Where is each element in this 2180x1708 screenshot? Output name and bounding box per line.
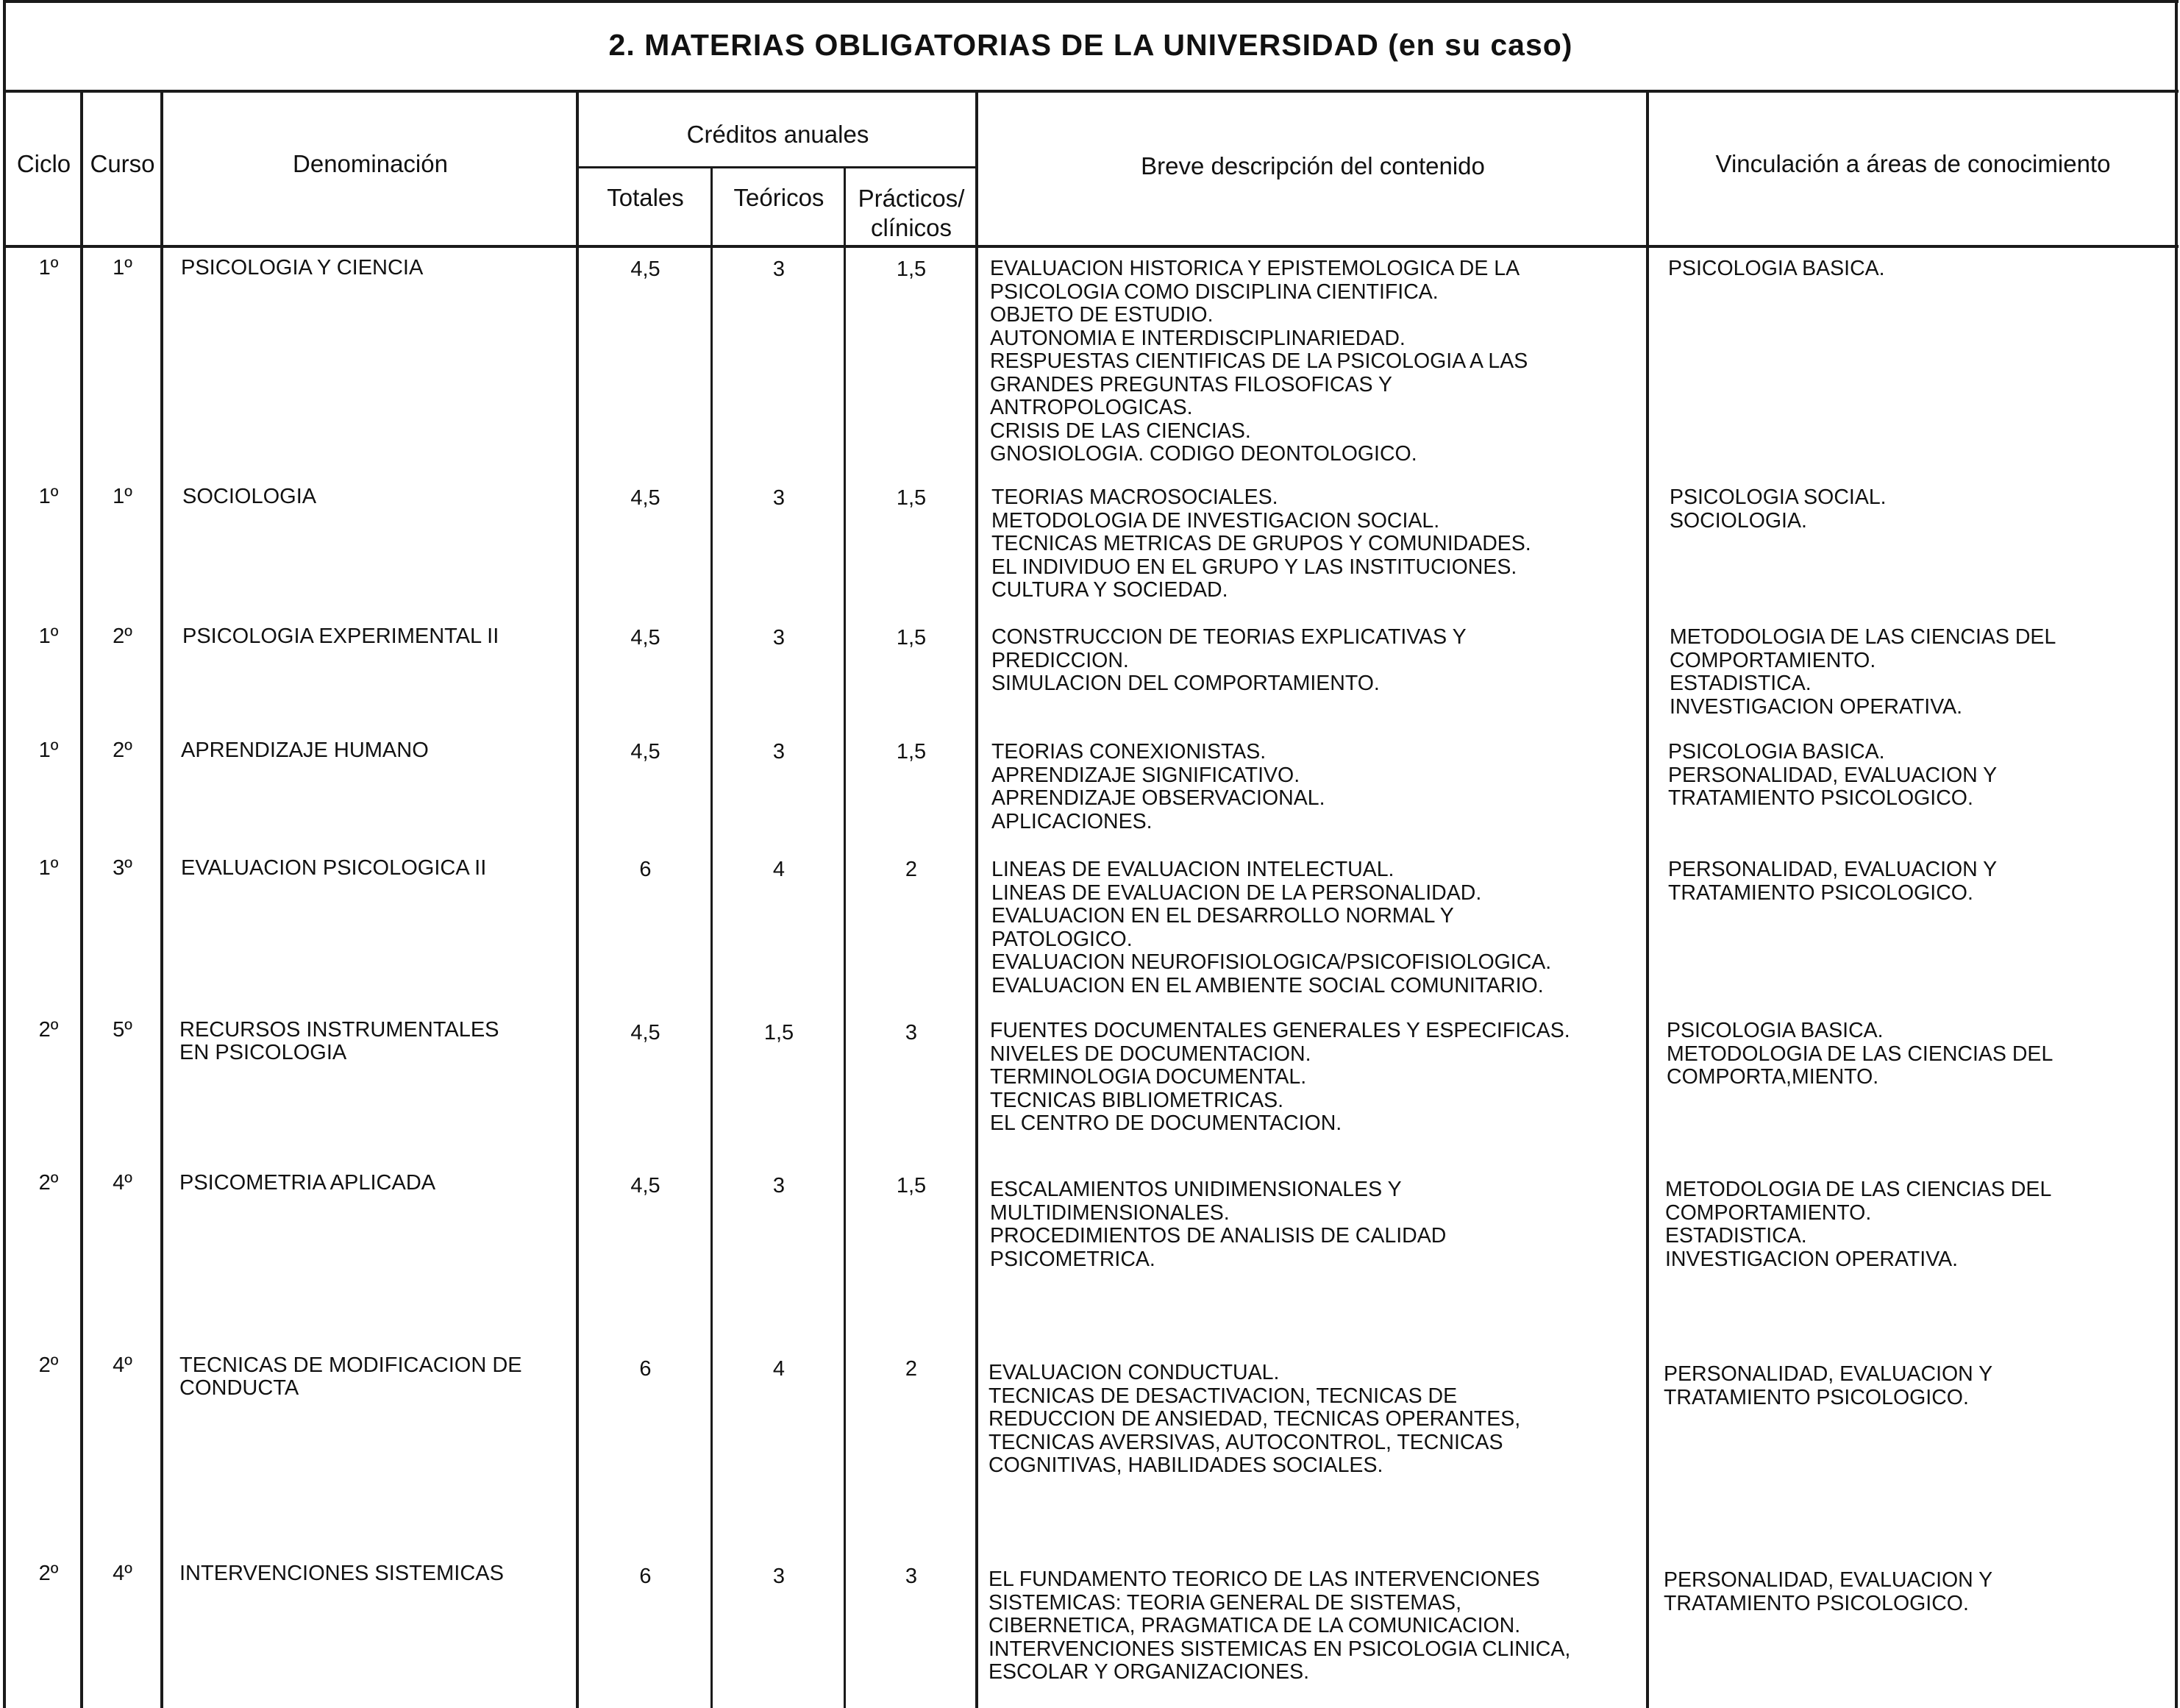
cell-practicos: 1,5 [896, 626, 927, 650]
cell-totales: 4,5 [630, 486, 660, 510]
cell-curso: 3º [113, 856, 132, 880]
header-descripcion: Breve descripción del contenido [1141, 152, 1485, 179]
cell-denominacion: PSICOLOGIA Y CIENCIA [181, 256, 424, 280]
col-divider-practicos [975, 91, 978, 1708]
cell-curso: 4º [113, 1562, 132, 1585]
cell-denominacion: PSICOMETRIA APLICADA [179, 1171, 436, 1195]
cell-descripcion: EVALUACION HISTORICA Y EPISTEMOLOGICA DE LA PSICOLOGIA COMO DISCIPLINA CIENTIFICA. OBJETO DE ESTUDIO. AUTONOMIA E INTERDISCIPLINARIEDAD. RESPUESTAS CIENTIFICAS DE LA PSICOLOGIA A LAS GRANDES PREGUNTAS FILOSOFICAS Y ANTROPOLOGICAS. CRISIS DE LAS CIENCIAS. GNOSIOLOGIA. CODIGO DEONTOLOGICO. [990, 257, 1528, 466]
outer-border-right [2175, 0, 2178, 1708]
cell-ciclo: 1º [38, 625, 59, 648]
cell-ciclo: 1º [38, 485, 59, 508]
header-totales: Totales [607, 184, 684, 211]
cell-teoricos: 4 [772, 1357, 786, 1381]
cell-curso: 5º [113, 1018, 132, 1042]
cell-teoricos: 4 [772, 858, 786, 881]
cell-denominacion: SOCIOLOGIA [182, 485, 317, 508]
cell-vinculacion: PSICOLOGIA SOCIAL. SOCIOLOGIA. [1670, 485, 1887, 533]
header-denominacion: Denominación [293, 150, 448, 177]
cell-denominacion: PSICOLOGIA EXPERIMENTAL II [182, 625, 499, 648]
title-separator [3, 90, 2179, 93]
cell-ciclo: 1º [38, 739, 59, 762]
cell-curso: 4º [113, 1171, 132, 1195]
cell-curso: 1º [113, 256, 132, 280]
cell-descripcion: LINEAS DE EVALUACION INTELECTUAL. LINEAS DE EVALUACION DE LA PERSONALIDAD. EVALUACION EN EL DESARROLLO NORMAL Y PATOLOGICO. EVALUACION NEUROFISIOLOGICA/PSICOFISIOLOGICA. EVALUACION EN EL AMBIENTE SOCIAL COMUNITARIO. [991, 858, 1552, 997]
cell-teoricos: 3 [772, 1565, 786, 1588]
cell-vinculacion: PSICOLOGIA BASICA. PERSONALIDAD, EVALUACION Y TRATAMIENTO PSICOLOGICO. [1668, 740, 1998, 810]
header-ciclo: Ciclo [16, 150, 71, 177]
cell-practicos: 3 [905, 1565, 918, 1588]
cell-practicos: 1,5 [896, 1174, 927, 1198]
cell-teoricos: 3 [772, 740, 786, 764]
cell-curso: 2º [113, 739, 132, 762]
cell-curso: 4º [113, 1353, 132, 1377]
cell-descripcion: EL FUNDAMENTO TEORICO DE LAS INTERVENCIONES SISTEMICAS: TEORIA GENERAL DE SISTEMAS, CIBERNETICA, PRAGMATICA DE LA COMUNICACION. INTERVENCIONES SISTEMICAS EN PSICOLOGIA CLINICA, ESCOLAR Y ORGANIZACIONES. [989, 1568, 1571, 1684]
cell-totales: 4,5 [630, 740, 660, 764]
cell-practicos: 2 [905, 1357, 918, 1381]
cell-totales: 4,5 [630, 626, 660, 650]
outer-border-top [3, 0, 2179, 3]
header-separator [3, 245, 2179, 248]
cell-denominacion: EVALUACION PSICOLOGICA II [181, 856, 487, 880]
cell-ciclo: 2º [38, 1018, 59, 1042]
cell-ciclo: 2º [38, 1353, 59, 1377]
cell-descripcion: TEORIAS CONEXIONISTAS. APRENDIZAJE SIGNIFICATIVO. APRENDIZAJE OBSERVACIONAL. APLICACIONES. [991, 740, 1325, 833]
col-divider-teoricos [844, 167, 846, 1708]
cell-denominacion: RECURSOS INSTRUMENTALES EN PSICOLOGIA [179, 1018, 499, 1064]
cell-totales: 4,5 [630, 1174, 660, 1198]
cell-teoricos: 3 [772, 626, 786, 650]
cell-totales: 6 [639, 1565, 652, 1588]
cell-teoricos: 3 [772, 257, 786, 281]
cell-ciclo: 1º [38, 256, 59, 280]
header-practicos: Prácticos/ clínicos [858, 185, 965, 241]
cell-totales: 6 [639, 1357, 652, 1381]
col-divider-ciclo [80, 91, 83, 1708]
cell-ciclo: 2º [38, 1562, 59, 1585]
header-teoricos: Teóricos [733, 184, 824, 211]
col-divider-descripcion [1646, 91, 1649, 1708]
cell-denominacion: APRENDIZAJE HUMANO [181, 739, 429, 762]
cell-descripcion: FUENTES DOCUMENTALES GENERALES Y ESPECIFICAS. NIVELES DE DOCUMENTACION. TERMINOLOGIA DOCUMENTAL. TECNICAS BIBLIOMETRICAS. EL CENTRO DE DOCUMENTACION. [990, 1019, 1570, 1135]
cell-descripcion: CONSTRUCCION DE TEORIAS EXPLICATIVAS Y PREDICCION. SIMULACION DEL COMPORTAMIENTO. [991, 625, 1467, 695]
cell-totales: 4,5 [630, 257, 660, 281]
cell-denominacion: TECNICAS DE MODIFICACION DE CONDUCTA [179, 1353, 522, 1400]
cell-vinculacion: METODOLOGIA DE LAS CIENCIAS DEL COMPORTAMIENTO. ESTADISTICA. INVESTIGACION OPERATIVA. [1665, 1178, 2052, 1271]
header-curso: Curso [90, 150, 155, 177]
cell-vinculacion: METODOLOGIA DE LAS CIENCIAS DEL COMPORTAMIENTO. ESTADISTICA. INVESTIGACION OPERATIVA. [1670, 625, 2056, 719]
cell-totales: 4,5 [630, 1021, 660, 1045]
document-title: 2. MATERIAS OBLIGATORIAS DE LA UNIVERSIDAD (en su caso) [608, 28, 1573, 62]
cell-vinculacion: PSICOLOGIA BASICA. [1668, 257, 1885, 280]
cell-curso: 1º [113, 485, 132, 508]
header-vinculacion: Vinculación a áreas de conocimiento [1715, 150, 2111, 177]
cell-practicos: 1,5 [896, 740, 927, 764]
cell-vinculacion: PSICOLOGIA BASICA. METODOLOGIA DE LAS CIENCIAS DEL COMPORTA,MIENTO. [1667, 1019, 2053, 1089]
cell-teoricos: 3 [772, 486, 786, 510]
credits-subheader-line [579, 166, 978, 168]
cell-vinculacion: PERSONALIDAD, EVALUACION Y TRATAMIENTO PSICOLOGICO. [1664, 1568, 1993, 1615]
cell-descripcion: TEORIAS MACROSOCIALES. METODOLOGIA DE INVESTIGACION SOCIAL. TECNICAS METRICAS DE GRUPOS Y COMUNIDADES. EL INDIVIDUO EN EL GRUPO Y LAS INSTITUCIONES. CULTURA Y SOCIEDAD. [991, 485, 1531, 602]
cell-curso: 2º [113, 625, 132, 648]
cell-denominacion: INTERVENCIONES SISTEMICAS [179, 1562, 504, 1585]
col-divider-denominacion [576, 91, 579, 1708]
cell-teoricos: 1,5 [763, 1021, 794, 1045]
cell-descripcion: EVALUACION CONDUCTUAL. TECNICAS DE DESACTIVACION, TECNICAS DE REDUCCION DE ANSIEDAD, TECNICAS OPERANTES, TECNICAS AVERSIVAS, AUTOCONTROL, TECNICAS COGNITIVAS, HABILIDADES SOCIALES. [989, 1361, 1521, 1477]
header-creditos-anuales: Créditos anuales [686, 121, 869, 148]
cell-practicos: 1,5 [896, 257, 927, 281]
col-divider-totales [710, 167, 713, 1708]
col-divider-curso [160, 91, 163, 1708]
cell-practicos: 3 [905, 1021, 918, 1045]
cell-ciclo: 1º [38, 856, 59, 880]
cell-ciclo: 2º [38, 1171, 59, 1195]
cell-teoricos: 3 [772, 1174, 786, 1198]
cell-totales: 6 [639, 858, 652, 881]
cell-vinculacion: PERSONALIDAD, EVALUACION Y TRATAMIENTO PSICOLOGICO. [1668, 858, 1998, 905]
cell-descripcion: ESCALAMIENTOS UNIDIMENSIONALES Y MULTIDIMENSIONALES. PROCEDIMIENTOS DE ANALISIS DE CALIDAD PSICOMETRICA. [990, 1178, 1447, 1271]
cell-vinculacion: PERSONALIDAD, EVALUACION Y TRATAMIENTO PSICOLOGICO. [1664, 1362, 1993, 1409]
cell-practicos: 1,5 [896, 486, 927, 510]
cell-practicos: 2 [905, 858, 918, 881]
